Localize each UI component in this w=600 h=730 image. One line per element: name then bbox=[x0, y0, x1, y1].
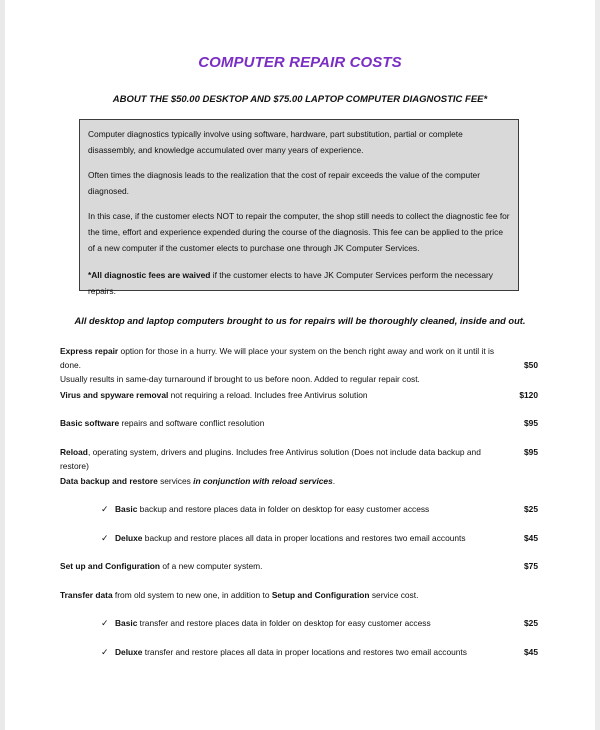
service-text: backup and restore places all data in proper locations and restores two email accounts bbox=[142, 533, 466, 543]
fee-waived-text: if the customer elects to have JK Computer Services perform the necessary repairs. bbox=[88, 270, 493, 296]
service-name: Transfer data bbox=[60, 590, 113, 600]
service-name: Express repair bbox=[60, 346, 119, 356]
service-name: Deluxe bbox=[115, 647, 143, 657]
service-text-line-2: Usually results in same-day turnaround if brought to us before noon. Added to regular repair cost. bbox=[60, 374, 420, 384]
service-description bbox=[115, 531, 560, 545]
service-text: repairs and software conflict resolution bbox=[119, 418, 265, 428]
service-name: Basic software bbox=[60, 418, 120, 428]
service-price: $45 bbox=[524, 647, 538, 657]
service-description bbox=[60, 344, 505, 386]
service-description bbox=[115, 502, 560, 516]
cleaning-tagline: All desktop and laptop computers brought to us for repairs will be thoroughly cleaned, inside and out. bbox=[74, 316, 526, 326]
service-text: option for those in a hurry. We will place your system on the bench right away and work on it until it is done. bbox=[60, 346, 495, 370]
service-text: transfer and restore places all data in proper locations and restores two email accounts bbox=[142, 647, 467, 657]
service-price: $25 bbox=[524, 504, 538, 514]
service-description bbox=[115, 645, 560, 659]
service-name: Basic bbox=[115, 504, 138, 514]
service-text: of a new computer system. bbox=[160, 561, 263, 571]
document-subtitle: ABOUT THE $50.00 DESKTOP AND $75.00 LAPTOP COMPUTER DIAGNOSTIC FEE* bbox=[112, 94, 488, 105]
service-description bbox=[60, 559, 505, 573]
service-price: $45 bbox=[524, 533, 538, 543]
info-paragraph-2: Often times the diagnosis leads to the realization that the cost of repair exceeds the value of the computer diagnosed. bbox=[88, 170, 480, 196]
service-text: backup and restore places data in folder on desktop for easy customer access bbox=[137, 504, 430, 514]
service-price: $120 bbox=[519, 390, 538, 400]
service-name: Basic bbox=[115, 618, 138, 628]
service-description bbox=[60, 588, 505, 602]
service-name-2: Setup and Configuration bbox=[271, 590, 370, 600]
service-price: $25 bbox=[524, 618, 538, 628]
info-paragraph-3: In this case, if the customer elects NOT to repair the computer, the shop still needs to collect the diagnostic fee for the time, effort and experience expended during the course of the diagnosis. This fee can be applied to the price of a new computer if the customer elects to purchase one through JK Computer Services. bbox=[88, 211, 510, 253]
checkmark-icon: ✓ bbox=[101, 533, 109, 543]
service-description bbox=[60, 388, 505, 402]
service-name: Virus and spyware removal bbox=[60, 390, 169, 400]
info-paragraph-4 bbox=[88, 267, 510, 299]
service-name: Set up and Configuration bbox=[60, 561, 161, 571]
service-description bbox=[115, 616, 560, 630]
checkmark-icon: ✓ bbox=[101, 647, 109, 657]
page-edge-right bbox=[595, 0, 600, 730]
service-text: transfer and restore places data in folder on desktop for easy customer access bbox=[137, 618, 431, 628]
info-paragraph-1: Computer diagnostics typically involve using software, hardware, part substitution, partial or complete disassembly, and knowledge accumulated over many years of experience. bbox=[88, 129, 463, 155]
service-text: not requiring a reload. Includes free Antivirus solution bbox=[168, 390, 368, 400]
service-price: $50 bbox=[524, 360, 538, 370]
service-price: $75 bbox=[524, 561, 538, 571]
service-price: $95 bbox=[524, 418, 538, 428]
diagnostic-info-box bbox=[79, 119, 519, 296]
checkmark-icon: ✓ bbox=[101, 618, 109, 628]
service-name: Data backup and restore bbox=[60, 476, 158, 486]
fee-waived-note: *All diagnostic fees are waived bbox=[88, 270, 211, 280]
service-description bbox=[60, 445, 505, 473]
service-description bbox=[60, 474, 505, 488]
service-text-tail: service cost. bbox=[369, 590, 419, 600]
service-text: from old system to new one, in addition to bbox=[112, 590, 272, 600]
page-edge-left bbox=[0, 0, 5, 730]
service-description bbox=[60, 416, 505, 430]
document-title: COMPUTER REPAIR COSTS bbox=[198, 54, 402, 71]
checkmark-icon: ✓ bbox=[101, 504, 109, 514]
service-text-tail: . bbox=[332, 476, 336, 486]
service-price: $95 bbox=[524, 447, 538, 457]
service-emphasis: in conjunction with reload services bbox=[193, 476, 333, 486]
service-name: Reload bbox=[60, 447, 88, 457]
service-text: , operating system, drivers and plugins. Includes free Antivirus solution (Does not include data backup and restore) bbox=[60, 447, 481, 471]
service-text: services bbox=[157, 476, 194, 486]
service-name: Deluxe bbox=[115, 533, 143, 543]
